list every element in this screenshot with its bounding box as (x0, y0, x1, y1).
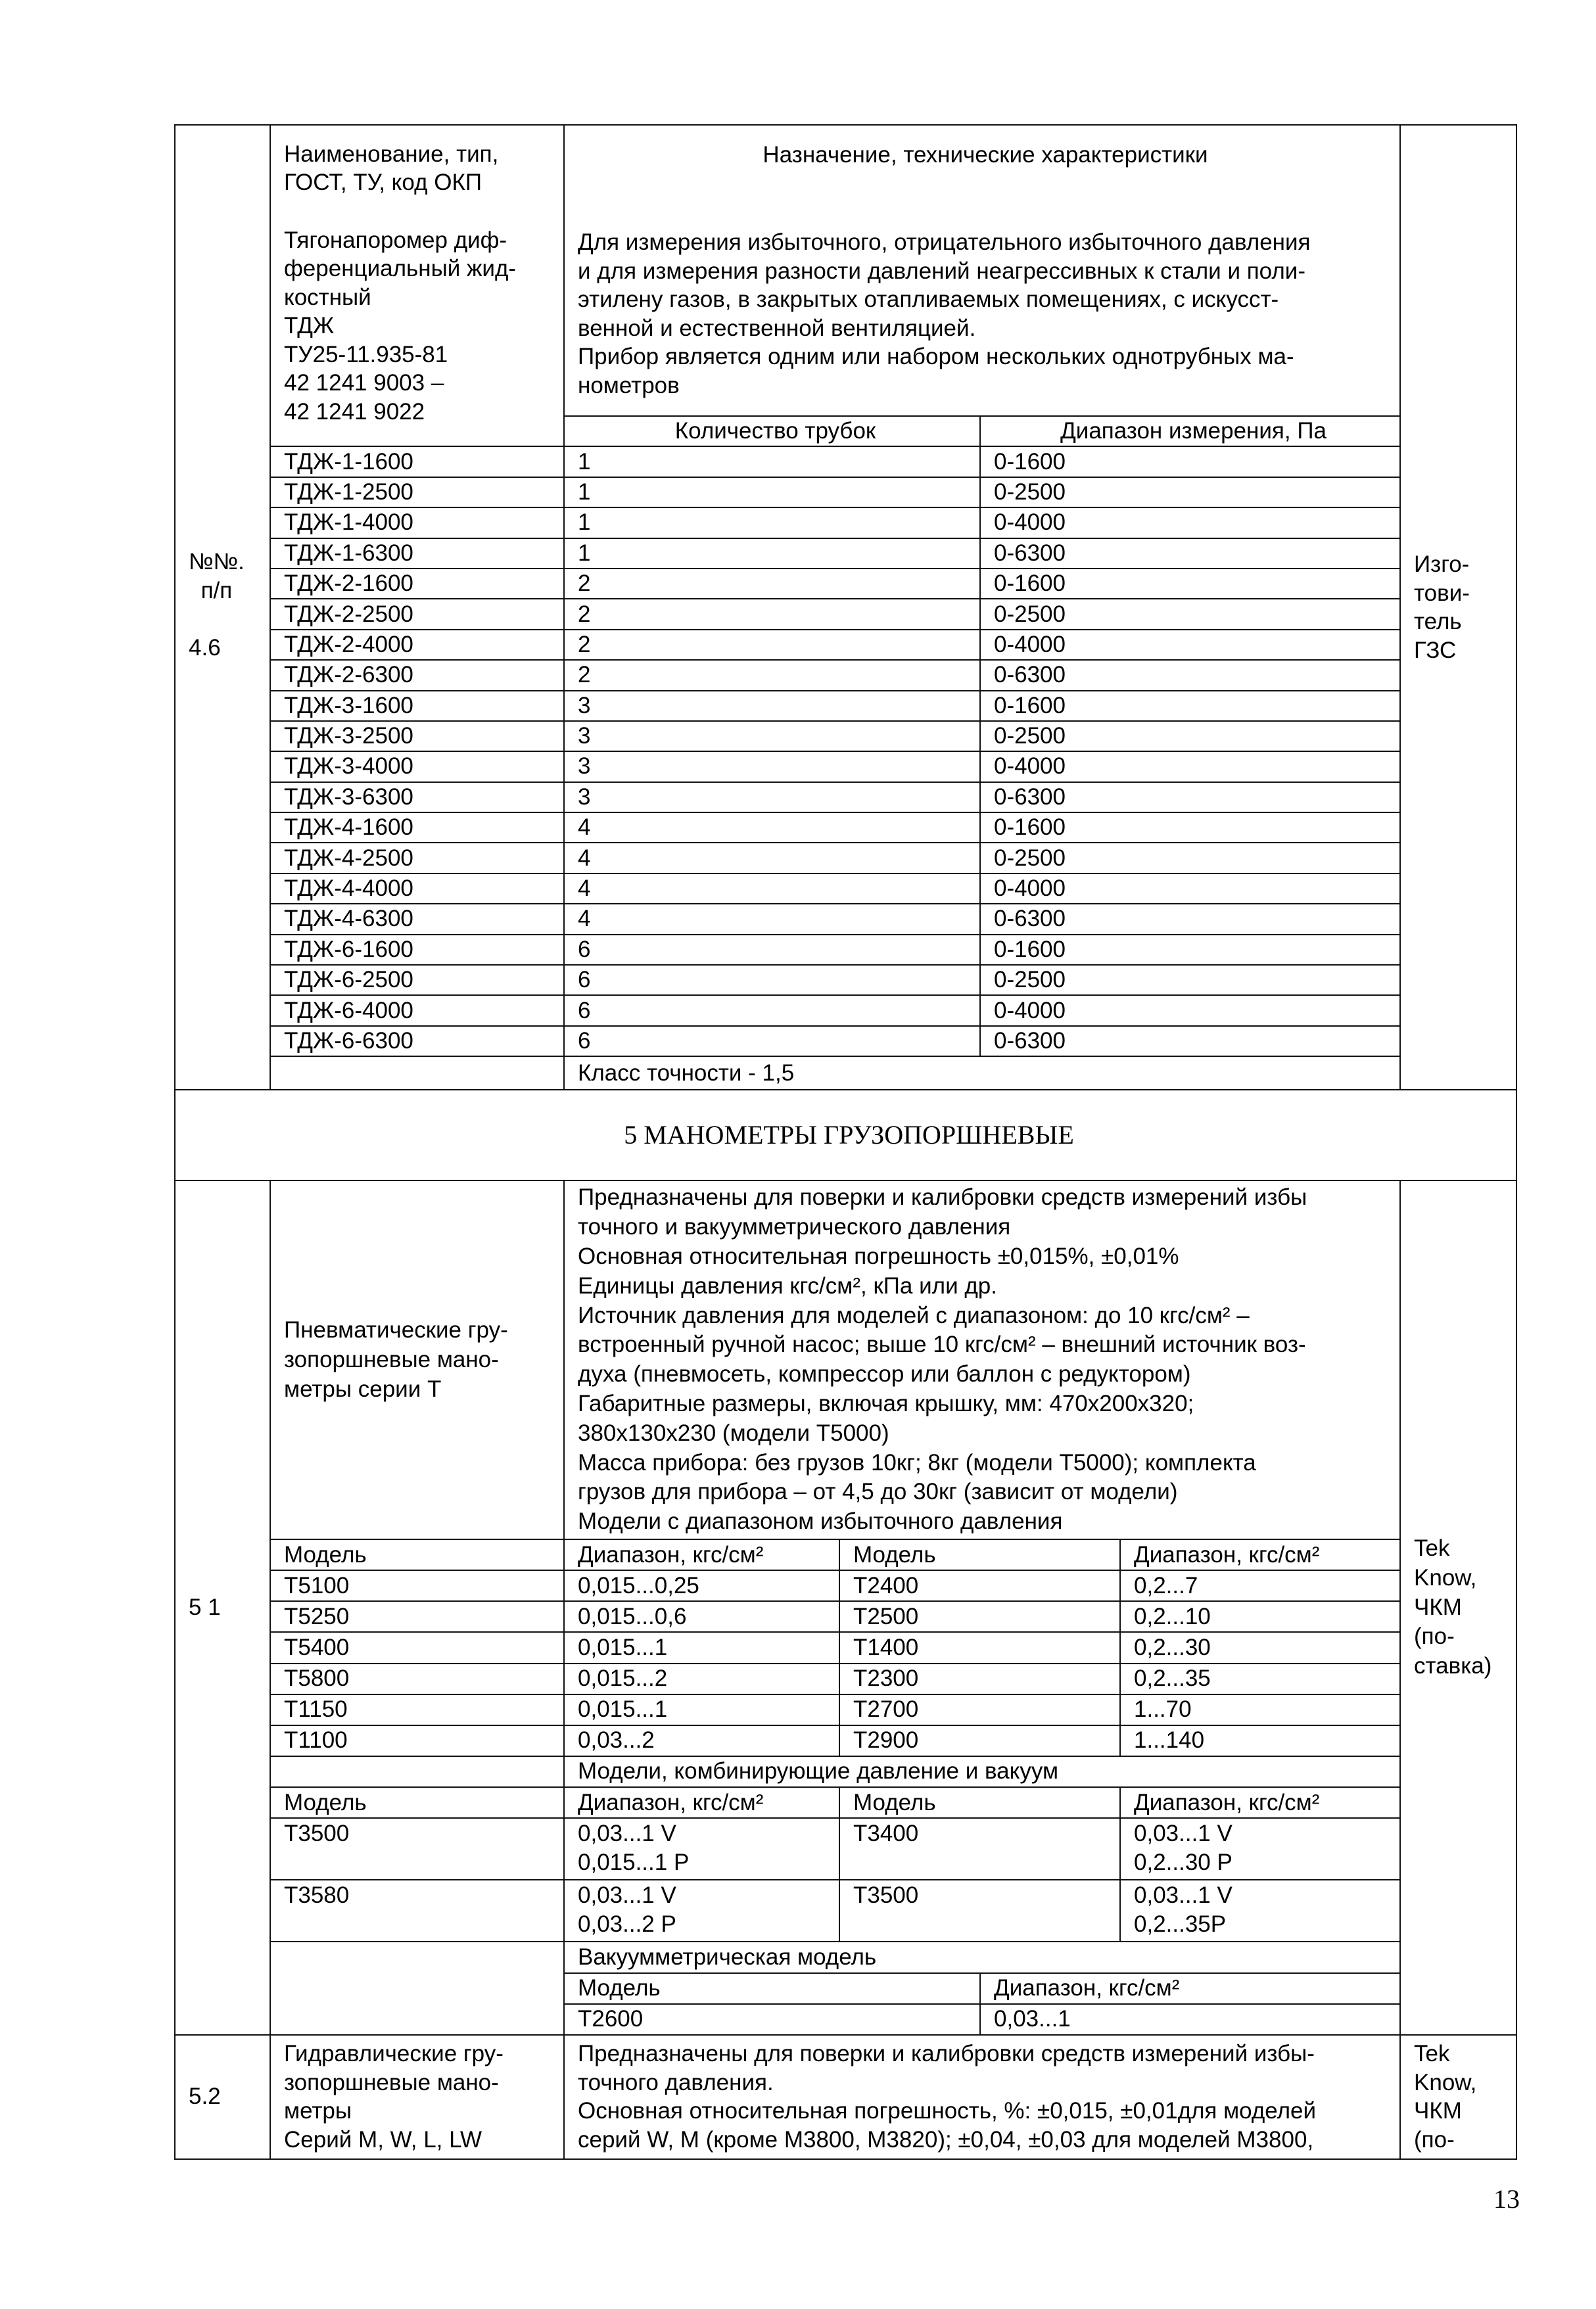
model-cell: T2600 (564, 2004, 980, 2035)
tube-count-cell: 1 (564, 538, 980, 569)
empty-cell (270, 1756, 564, 1787)
model-label: T3500 (284, 1821, 350, 1847)
page-number: 13 (1493, 2184, 1520, 2214)
tube-count-cell: 4 (564, 843, 980, 873)
name-cell (270, 125, 564, 446)
text-line: Для измерения избыточного, отрицательного избыточного давления (578, 229, 1311, 256)
range-cell: 0,015...0,6 (564, 1601, 839, 1632)
model-cell: ТДЖ-6-4000 (270, 995, 564, 1025)
model-cell: T1150 (270, 1694, 564, 1725)
text-line: 0,03...1 V (578, 1882, 676, 1909)
text-line: (по- (1414, 1623, 1455, 1650)
model-cell (839, 1880, 1120, 1942)
model-cell: ТДЖ-2-4000 (270, 630, 564, 660)
text-line: Know, (1414, 1564, 1477, 1591)
range-header: Диапазон измерения, Па (980, 416, 1400, 446)
range-cell: 0-4000 (980, 995, 1400, 1025)
range-cell: 0-4000 (980, 630, 1400, 660)
text-line: встроенный ручной насос; выше 10 кгс/см² – внешний источник воз- (578, 1332, 1306, 1358)
maker-name: ГЗС (1414, 637, 1457, 663)
range-cell: 0-1600 (980, 812, 1400, 843)
model-cell: ТДЖ-2-1600 (270, 569, 564, 599)
model-cell: ТДЖ-1-1600 (270, 446, 564, 477)
tube-count-cell: 2 (564, 569, 980, 599)
tube-count-cell: 3 (564, 751, 980, 781)
text-line: ГОСТ, ТУ, код ОКП (284, 170, 482, 196)
table-row (175, 599, 1516, 629)
text-line: 0,015...1 P (578, 1850, 690, 1876)
range-cell: 0,2...7 (1120, 1570, 1400, 1601)
text-line: метры серии Т (284, 1376, 442, 1402)
table-row (175, 660, 1516, 690)
text-line: №№. (189, 548, 245, 574)
tube-count-cell: 1 (564, 477, 980, 507)
model-label: T3580 (284, 1882, 350, 1909)
model-cell: T5100 (270, 1570, 564, 1601)
text-line: 380х130х230 (модели Т5000) (578, 1420, 889, 1446)
text-line: Габаритные размеры, включая крышку, мм: 470х200х320; (578, 1391, 1194, 1416)
range-cell: 0,03...1 (980, 2004, 1400, 2035)
text-line: п/п (200, 577, 233, 603)
model-header: Модель (564, 1973, 980, 2004)
range-cell: 0-4000 (980, 751, 1400, 781)
range-cell: 0,015...1 (564, 1632, 839, 1663)
text-line: Know, (1414, 2069, 1477, 2095)
model-cell: ТДЖ-6-2500 (270, 965, 564, 995)
maker-cell (1400, 2035, 1516, 2159)
tube-count-cell: 2 (564, 630, 980, 660)
purpose-cell (564, 125, 1400, 416)
tube-count-cell: 1 (564, 507, 980, 538)
text-line: Основная относительная погрешность ±0,015%, ±0,01% (578, 1244, 1179, 1270)
tube-count-cell: 3 (564, 691, 980, 721)
table-row (175, 843, 1516, 873)
text-line: точного и вакуумметрического давления (578, 1214, 1011, 1240)
text-line: точного давления. (578, 2069, 774, 2095)
text-line: ференциальный жид- (284, 256, 517, 282)
range-cell: 0-6300 (980, 660, 1400, 690)
accuracy-row (175, 1056, 1516, 1090)
table-row (175, 569, 1516, 599)
text-line: духа (пневмосеть, компрессор или баллон с редуктором) (578, 1361, 1191, 1388)
tube-count-cell: 6 (564, 1026, 980, 1056)
model-cell (839, 1818, 1120, 1880)
range-cell: 0,2...30 (1120, 1632, 1400, 1663)
model-cell: T1100 (270, 1725, 564, 1756)
model-cell: ТДЖ-4-6300 (270, 904, 564, 934)
text-line: Предназначены для поверки и калибровки средств измерений избы (578, 1184, 1307, 1211)
header-purpose-label: Назначение, технические характеристики (763, 142, 1208, 168)
header-name-label (284, 140, 557, 197)
table-row (175, 904, 1516, 934)
model-header: Модель (270, 1787, 564, 1818)
model-cell: ТДЖ-4-2500 (270, 843, 564, 873)
tube-count-header: Количество трубок (564, 416, 980, 446)
device-name (284, 226, 557, 427)
maker-cell (1400, 125, 1516, 1090)
model-cell: T2400 (839, 1570, 1120, 1601)
text-line: тови- (1414, 580, 1470, 606)
model-label: T3500 (853, 1882, 919, 1909)
range-cell (564, 1818, 839, 1880)
text-line: 42 1241 9003 – (284, 370, 444, 396)
text-line: Tek (1414, 2041, 1450, 2067)
device-description (578, 1183, 1393, 1537)
item-number: 4.6 (189, 634, 221, 661)
combined-models-title: Модели, комбинирующие давление и вакуум (564, 1756, 1400, 1787)
model-cell (270, 1880, 564, 1942)
model-cell: T2900 (839, 1725, 1120, 1756)
tube-count-cell: 2 (564, 660, 980, 690)
table-row (175, 1570, 1516, 1601)
text-line: серий W, M (кроме М3800, М3820); ±0,04, ±0,03 для моделей М3800, (578, 2126, 1314, 2153)
range-cell: 0-2500 (980, 721, 1400, 751)
model-cell: ТДЖ-2-6300 (270, 660, 564, 690)
range-cell: 0,03...2 (564, 1725, 839, 1756)
table-row (175, 1026, 1516, 1056)
table-row (175, 751, 1516, 781)
model-cell: ТДЖ-4-4000 (270, 874, 564, 904)
range-header: Диапазон, кгс/см² (564, 1539, 839, 1570)
device-name (284, 2040, 557, 2154)
text-line: костный (284, 284, 371, 310)
tube-count-cell: 4 (564, 874, 980, 904)
device-description (578, 2040, 1393, 2154)
table-row (175, 1694, 1516, 1725)
model-cell: ТДЖ-3-6300 (270, 782, 564, 812)
range-cell (1120, 1818, 1400, 1880)
range-cell: 0-6300 (980, 782, 1400, 812)
text-line: 0,03...1 V (578, 1821, 676, 1847)
text-line: ЧКМ (1414, 1594, 1462, 1620)
range-header: Диапазон, кгс/см² (1120, 1539, 1400, 1570)
text-line: метры (284, 2098, 352, 2124)
section-5-2-row (175, 2035, 1516, 2159)
range-header: Диапазон, кгс/см² (980, 1973, 1400, 2004)
text-line: ТУ25-11.935-81 (284, 341, 448, 367)
model-header: Модель (270, 1539, 564, 1570)
table-row (175, 477, 1516, 507)
text-line: этилену газов, в закрытых отапливаемых помещениях, с искусст- (578, 287, 1279, 313)
group-title-row (175, 1756, 1516, 1787)
section-5-1-row (175, 1180, 1516, 1539)
section-title: 5 МАНОМЕТРЫ ГРУЗОПОРШНЕВЫЕ (175, 1090, 1516, 1180)
tube-count-cell: 3 (564, 782, 980, 812)
table-row (175, 782, 1516, 812)
subtable-header-row (175, 1539, 1516, 1570)
table-row (175, 691, 1516, 721)
text-line: ТДЖ (284, 313, 335, 339)
model-cell: T5250 (270, 1601, 564, 1632)
text-line: зопоршневые мано- (284, 1346, 499, 1372)
table-row (175, 1818, 1516, 1880)
text-line: Пневматические гру- (284, 1317, 508, 1343)
tube-count-cell: 6 (564, 935, 980, 965)
model-header: Модель (839, 1787, 1120, 1818)
range-header: Диапазон, кгс/см² (1120, 1787, 1400, 1818)
table-row (175, 1664, 1516, 1694)
text-line: 0,03...1 V (1134, 1882, 1232, 1909)
text-line: грузов для прибора – от 4,5 до 30кг (зависит от модели) (578, 1479, 1178, 1505)
range-cell: 0-4000 (980, 874, 1400, 904)
range-cell (564, 1880, 839, 1942)
range-cell: 0,015...1 (564, 1694, 839, 1725)
text-line: Модели с диапазоном избыточного давления (578, 1508, 1063, 1535)
model-cell: ТДЖ-3-4000 (270, 751, 564, 781)
table-row (175, 935, 1516, 965)
device-description (578, 228, 1393, 400)
text-line: 0,2...35P (1134, 1911, 1227, 1938)
range-cell: 0-1600 (980, 569, 1400, 599)
range-cell: 0,2...35 (1120, 1664, 1400, 1694)
text-line: 42 1241 9022 (284, 399, 425, 425)
range-cell: 0-2500 (980, 965, 1400, 995)
text-line: тель (1414, 609, 1462, 635)
item-number: 5.2 (189, 2084, 221, 2110)
table-row (175, 1601, 1516, 1632)
spec-table (174, 124, 1517, 2160)
range-cell: 0-6300 (980, 904, 1400, 934)
name-cell (270, 2035, 564, 2159)
table-row (175, 1880, 1516, 1942)
text-line: нометров (578, 372, 680, 398)
model-cell: T2300 (839, 1664, 1120, 1694)
text-line: Прибор является одним или набором нескольких однотрубных ма- (578, 344, 1294, 370)
text-line: Наименование, тип, (284, 141, 499, 167)
model-label: T3400 (853, 1821, 919, 1847)
range-cell: 0-6300 (980, 1026, 1400, 1056)
section-title-row (175, 1090, 1516, 1180)
purpose-cell (564, 2035, 1400, 2159)
text-line: ставка) (1414, 1653, 1492, 1679)
text-line: Единицы давления кгс/см², кПа или др. (578, 1272, 997, 1299)
range-cell: 1...70 (1120, 1694, 1400, 1725)
table-row (175, 1632, 1516, 1663)
range-cell: 0,2...10 (1120, 1601, 1400, 1632)
range-cell: 0-1600 (980, 691, 1400, 721)
table-row (175, 630, 1516, 660)
table-row (175, 874, 1516, 904)
tube-count-cell: 6 (564, 995, 980, 1025)
range-cell: 1...140 (1120, 1725, 1400, 1756)
text-line: ЧКМ (1414, 2098, 1462, 2124)
group-title-row (175, 1942, 1516, 1972)
model-cell: T5800 (270, 1664, 564, 1694)
model-cell: ТДЖ-1-2500 (270, 477, 564, 507)
model-cell: ТДЖ-6-1600 (270, 935, 564, 965)
header-maker-label (1414, 550, 1509, 636)
number-cell (175, 1180, 270, 2035)
model-cell: ТДЖ-1-4000 (270, 507, 564, 538)
text-line: 0,03...1 V (1134, 1821, 1232, 1847)
item-number: 5 1 (189, 1595, 221, 1621)
maker-cell (1400, 1180, 1516, 2035)
text-line: Предназначены для поверки и калибровки средств измерений избы- (578, 2041, 1315, 2067)
table-row (175, 507, 1516, 538)
text-line: Тягонапоромер диф- (284, 227, 507, 253)
table-row (175, 812, 1516, 843)
model-cell: ТДЖ-2-2500 (270, 599, 564, 629)
table-row (175, 995, 1516, 1025)
name-cell (270, 1180, 564, 1539)
text-line: венной и естественной вентиляцией. (578, 315, 976, 341)
number-cell (175, 125, 270, 1090)
text-line: Изго- (1414, 551, 1470, 577)
range-cell: 0-6300 (980, 538, 1400, 569)
maker-name (1414, 2040, 1509, 2154)
range-cell: 0-2500 (980, 477, 1400, 507)
model-cell: ТДЖ-4-1600 (270, 812, 564, 843)
text-line: (по- (1414, 2126, 1455, 2153)
text-line: 0,2...30 P (1134, 1850, 1232, 1876)
table-row (175, 721, 1516, 751)
model-cell: T5400 (270, 1632, 564, 1663)
maker-name (1414, 1534, 1509, 1681)
range-cell: 0-2500 (980, 843, 1400, 873)
tube-count-cell: 1 (564, 446, 980, 477)
tube-count-cell: 6 (564, 965, 980, 995)
tube-count-cell: 3 (564, 721, 980, 751)
range-cell: 0-1600 (980, 446, 1400, 477)
text-line: Серий M, W, L, LW (284, 2126, 482, 2153)
text-line: 0,03...2 P (578, 1911, 676, 1938)
range-cell: 0-4000 (980, 507, 1400, 538)
purpose-cell (564, 1180, 1400, 1539)
table-row (175, 965, 1516, 995)
model-header: Модель (839, 1539, 1120, 1570)
empty-cell (270, 1056, 564, 1090)
model-cell: T2500 (839, 1601, 1120, 1632)
vacuum-model-title: Вакуумметрическая модель (564, 1942, 1400, 1972)
table-row (175, 538, 1516, 569)
table-row (175, 1725, 1516, 1756)
text-line: Источник давления для моделей с диапазоном: до 10 кгс/см² – (578, 1302, 1250, 1328)
text-line: Основная относительная погрешность, %: ±0,015, ±0,01для моделей (578, 2098, 1317, 2124)
tube-count-cell: 4 (564, 812, 980, 843)
device-name (284, 1316, 557, 1404)
model-cell: ТДЖ-3-2500 (270, 721, 564, 751)
subtable-header-row (175, 1787, 1516, 1818)
model-cell: T1400 (839, 1632, 1120, 1663)
text-line: Tek (1414, 1535, 1450, 1561)
section-4-6-row (175, 125, 1516, 416)
header-number-label (189, 548, 245, 605)
accuracy-class: Класс точности - 1,5 (564, 1056, 1400, 1090)
text-line: Масса прибора: без грузов 10кг; 8кг (модели Т5000); комплекта (578, 1449, 1256, 1476)
range-cell: 0,015...2 (564, 1664, 839, 1694)
model-cell: T2700 (839, 1694, 1120, 1725)
empty-cell (270, 1942, 564, 2034)
range-cell: 0-1600 (980, 935, 1400, 965)
model-cell (270, 1818, 564, 1880)
range-cell: 0,015...0,25 (564, 1570, 839, 1601)
text-line: зопоршневые мано- (284, 2069, 499, 2095)
text-line: Гидравлические гру- (284, 2041, 504, 2067)
tube-count-cell: 2 (564, 599, 980, 629)
range-cell (1120, 1880, 1400, 1942)
table-row (175, 446, 1516, 477)
model-cell: ТДЖ-6-6300 (270, 1026, 564, 1056)
model-cell: ТДЖ-1-6300 (270, 538, 564, 569)
number-cell (175, 2035, 270, 2159)
range-header: Диапазон, кгс/см² (564, 1787, 839, 1818)
range-cell: 0-2500 (980, 599, 1400, 629)
text-line: и для измерения разности давлений неагрессивных к стали и поли- (578, 258, 1306, 284)
model-cell: ТДЖ-3-1600 (270, 691, 564, 721)
tube-count-cell: 4 (564, 904, 980, 934)
